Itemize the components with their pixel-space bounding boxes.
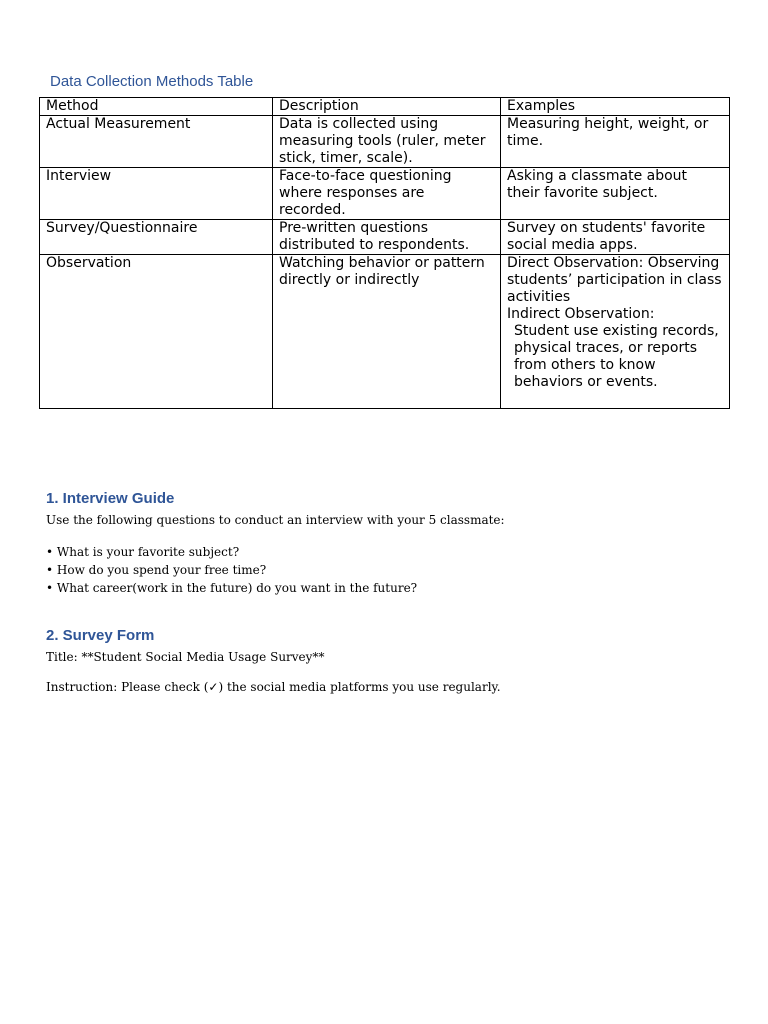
cell-examples: Survey on students' favorite social media apps. bbox=[501, 220, 730, 255]
cell-description: Face-to-face questioning where responses are recorded. bbox=[273, 168, 501, 220]
cell-examples: Measuring height, weight, or time. bbox=[501, 116, 730, 168]
interview-guide-heading: 1. Interview Guide bbox=[46, 490, 175, 507]
column-header-description: Description bbox=[273, 98, 501, 116]
table-row bbox=[40, 255, 730, 409]
cell-description: Watching behavior or pattern directly or indirectly bbox=[273, 255, 501, 409]
cell-description: Data is collected using measuring tools (ruler, meter stick, timer, scale). bbox=[273, 116, 501, 168]
cell-description: Pre-written questions distributed to respondents. bbox=[273, 220, 501, 255]
cell-method: Interview bbox=[40, 168, 273, 220]
list-item: • What career(work in the future) do you want in the future? bbox=[46, 579, 417, 597]
cell-examples: Asking a classmate about their favorite subject. bbox=[501, 168, 730, 220]
interview-questions-list bbox=[46, 543, 417, 597]
table-row bbox=[40, 220, 730, 255]
list-item: • How do you spend your free time? bbox=[46, 561, 417, 579]
indirect-observation-text: Student use existing records, physical traces, or reports from others to know behaviors or events. bbox=[514, 323, 719, 390]
list-item: • What is your favorite subject? bbox=[46, 543, 417, 561]
cell-method: Actual Measurement bbox=[40, 116, 273, 168]
data-collection-table bbox=[39, 97, 730, 409]
survey-form-heading: 2. Survey Form bbox=[46, 627, 155, 644]
table-row bbox=[40, 116, 730, 168]
table-header-row bbox=[40, 98, 730, 116]
interview-guide-intro: Use the following questions to conduct an interview with your 5 classmate: bbox=[46, 513, 505, 527]
table-row bbox=[40, 168, 730, 220]
indirect-observation-label: Indirect Observation: bbox=[507, 306, 655, 322]
cell-method: Observation bbox=[40, 255, 273, 409]
table-title: Data Collection Methods Table bbox=[50, 73, 254, 90]
cell-method: Survey/Questionnaire bbox=[40, 220, 273, 255]
direct-observation-text: Direct Observation: Observing students’ participation in class activities bbox=[507, 255, 722, 305]
survey-title-line: Title: **Student Social Media Usage Survey** bbox=[46, 650, 325, 664]
cell-examples bbox=[501, 255, 730, 409]
survey-instruction: Instruction: Please check (✓) the social media platforms you use regularly. bbox=[46, 680, 501, 694]
column-header-method: Method bbox=[40, 98, 273, 116]
column-header-examples: Examples bbox=[501, 98, 730, 116]
